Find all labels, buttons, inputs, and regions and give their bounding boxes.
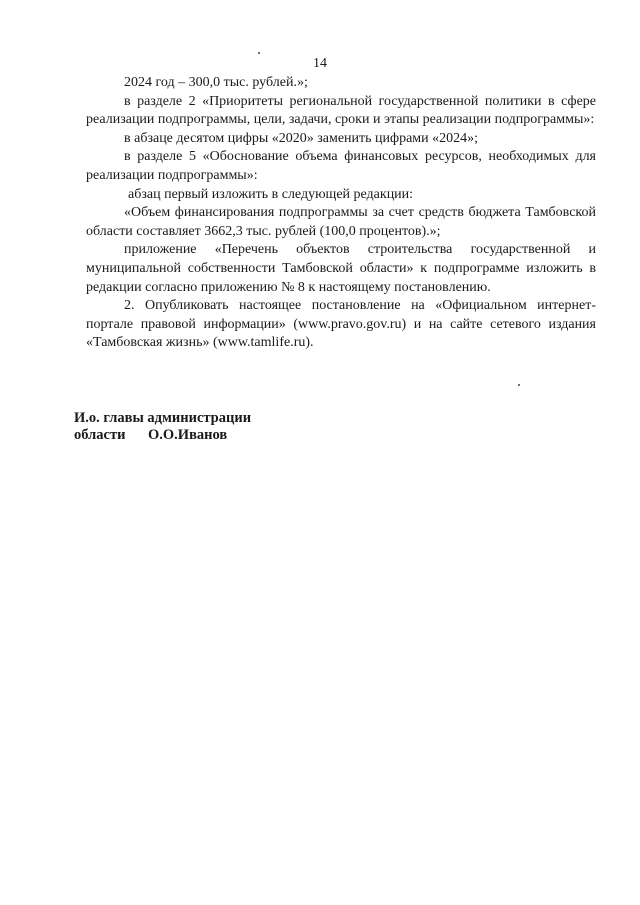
document-body — [86, 74, 596, 353]
signature-block — [74, 410, 251, 444]
page-number: 14 — [313, 56, 327, 71]
paragraph-appendix: приложение «Перечень объектов строительства государственной и муниципальной собственности Тамбовской области» к подпрограмме изложить в редакции согласно приложению № 8 к настоящему постановлению. — [86, 242, 596, 295]
paragraph-section-2: в разделе 2 «Приоритеты региональной государственной политики в сфере реализации подпрограммы, цели, задачи, сроки и этапы реализации подпрограммы»: — [86, 93, 596, 128]
paragraph-financing: «Объем финансирования подпрограммы за счет средств бюджета Тамбовской области составляет 3662,3 тыс. рублей (100,0 процентов).»; — [86, 205, 596, 239]
paragraph-abzac-10: в абзаце десятом цифры «2020» заменить цифрами «2024»; — [124, 130, 479, 146]
paragraph-publish: 2. Опубликовать настоящее постановление на «Официальном интернет-портале правовой информации» (www.pravo.gov.ru) и на сайте сетевого издания «Тамбовская жизнь» (www.tamlife.ru). — [86, 298, 596, 351]
signature-position-line2: области — [74, 427, 126, 443]
scan-speck — [518, 384, 520, 386]
paragraph-budget-2024: 2024 год – 300,0 тыс. рублей.»; — [124, 75, 308, 90]
paragraph-section-5: в разделе 5 «Обоснование объема финансовых ресурсов, необходимых для реализации подпрограммы»: — [86, 149, 596, 183]
scan-speck — [258, 52, 260, 54]
signatory-name: О.О.Иванов — [148, 427, 228, 443]
signature-position-line1: И.о. главы администрации — [74, 410, 252, 426]
paragraph-abzac-1: абзац первый изложить в следующей редакции: — [128, 186, 414, 202]
